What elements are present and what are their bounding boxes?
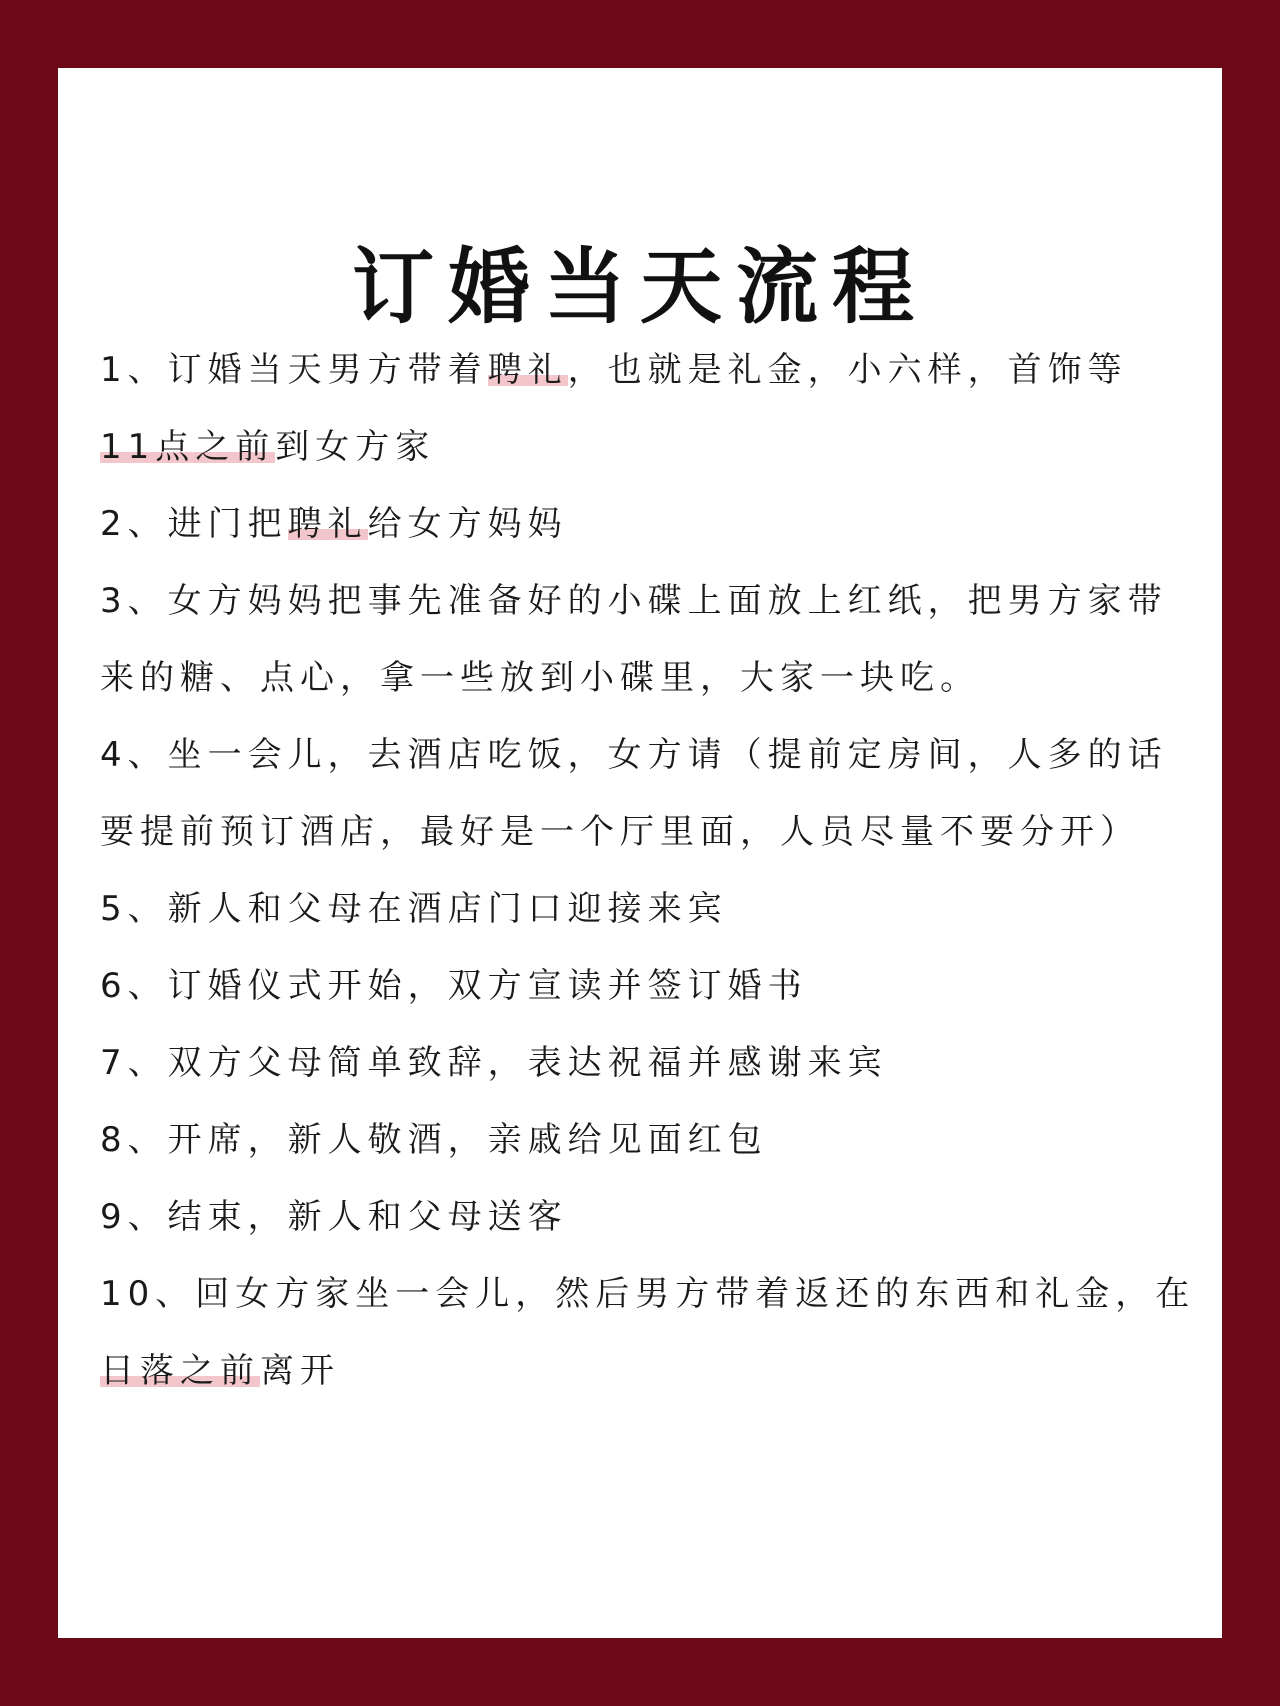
step-text: 要提前预订酒店，最好是一个厅里面，人员尽量不要分开） bbox=[100, 812, 1140, 852]
step-line bbox=[100, 948, 1200, 1025]
step-item bbox=[100, 1102, 1200, 1179]
step-line bbox=[100, 486, 1200, 563]
step-line bbox=[100, 717, 1200, 794]
step-text: 给女方妈妈 bbox=[367, 504, 568, 544]
step-item bbox=[100, 871, 1200, 948]
step-line bbox=[100, 409, 1200, 486]
highlighted-text: 11点之前 bbox=[100, 427, 276, 467]
page-title: 订婚当天流程 bbox=[351, 240, 928, 335]
step-text: 10、回女方家坐一会儿，然后男方带着返还的东西和礼金，在 bbox=[100, 1274, 1196, 1314]
step-item bbox=[100, 1256, 1200, 1410]
step-item bbox=[100, 948, 1200, 1025]
step-item bbox=[100, 1025, 1200, 1102]
step-item bbox=[100, 717, 1200, 871]
step-text: 7、双方父母简单致辞，表达祝福并感谢来宾 bbox=[100, 1043, 888, 1083]
step-line bbox=[100, 1102, 1200, 1179]
step-text: 到女方家 bbox=[275, 427, 436, 467]
step-item bbox=[100, 486, 1200, 563]
step-text: 5、新人和父母在酒店门口迎接来宾 bbox=[100, 889, 728, 929]
step-item bbox=[100, 1179, 1200, 1256]
step-line bbox=[100, 1333, 1200, 1410]
highlighted-text: 日落之前 bbox=[100, 1351, 260, 1391]
step-text: 3、女方妈妈把事先准备好的小碟上面放上红纸，把男方家带 bbox=[100, 581, 1168, 621]
step-line bbox=[100, 794, 1200, 871]
step-text: 4、坐一会儿，去酒店吃饭，女方请（提前定房间，人多的话 bbox=[100, 735, 1168, 775]
step-line bbox=[100, 563, 1200, 640]
step-text: 离开 bbox=[260, 1351, 340, 1391]
step-text: ，也就是礼金，小六样，首饰等 bbox=[567, 350, 1128, 390]
step-text: 6、订婚仪式开始，双方宣读并签订婚书 bbox=[100, 966, 808, 1006]
step-item bbox=[100, 563, 1200, 717]
step-text: 9、结束，新人和父母送客 bbox=[100, 1197, 568, 1237]
step-text: 1、订婚当天男方带着 bbox=[100, 350, 488, 390]
step-line bbox=[100, 332, 1200, 409]
step-text: 8、开席，新人敬酒，亲戚给见面红包 bbox=[100, 1120, 768, 1160]
step-list bbox=[100, 332, 1200, 1410]
highlighted-text: 聘礼 bbox=[287, 504, 368, 544]
step-line bbox=[100, 1179, 1200, 1256]
step-text: 来的糖、点心，拿一些放到小碟里，大家一块吃。 bbox=[100, 658, 980, 698]
step-line bbox=[100, 871, 1200, 948]
step-line bbox=[100, 1256, 1200, 1333]
step-line bbox=[100, 640, 1200, 717]
highlighted-text: 聘礼 bbox=[487, 350, 568, 390]
step-item bbox=[100, 332, 1200, 486]
step-line bbox=[100, 1025, 1200, 1102]
step-text: 2、进门把 bbox=[100, 504, 288, 544]
